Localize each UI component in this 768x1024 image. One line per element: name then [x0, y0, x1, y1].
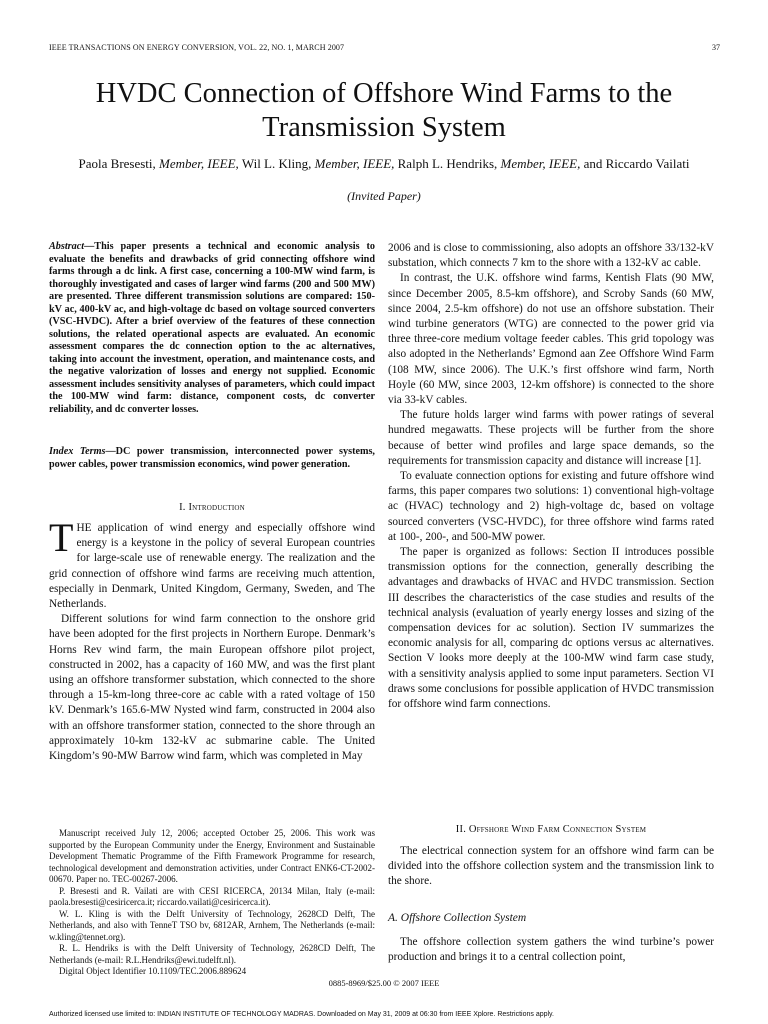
authorized-use-notice: Authorized licensed use limited to: INDIAN INSTITUTE OF TECHNOLOGY MADRAS. Downloaded on May 31, 2009 at 06:30 from IEEE Xplore. Restrictions apply. [49, 1011, 554, 1018]
author-list [40, 156, 728, 172]
subsection-body [388, 935, 714, 965]
section-heading: I. Introduction [179, 502, 245, 513]
footnote-paragraph: R. L. Hendriks is with the Delft University of Technology, 2628CD Delft, The Netherlands (e-mail: R.L.Hendriks@ewi.tudelft.nl). [49, 943, 375, 965]
author-affiliation: Member, IEEE, [311, 156, 395, 171]
paragraph: To evaluate connection options for existing and future offshore wind farms, this paper compares two solutions: 1) conventional high-voltage ac (HVAC) technology and 2) high-voltage dc, based on voltage sourced converters (VSC-HVDC), for three offshore wind farms rated at 100-, 200-, and 500-MW power. [388, 470, 714, 543]
paragraph-text: HE application of wind energy and especially offshore wind energy is a keystone in the policy of several European countries for large-scale use of renewable energy. The realization and the grid connection of offshore wind farms are receiving much attention, especially in Denmark, United Kingdom, Germany, Sweden, and The Netherlands. [49, 522, 375, 611]
paper-title: HVDC Connection of Offshore Wind Farms to the Transmission System [95, 78, 673, 143]
abstract-lead: Abstract [49, 241, 85, 252]
index-terms-text: —DC power transmission, interconnected power systems, power cables, power transmission economics, wind power generation. [49, 446, 375, 470]
abstract-text: —This paper presents a technical and economic analysis to evaluate the benefits and drawbacks of grid connecting offshore wind farms through a dc link. A first case, concerning a 100-MW wind farm, is thoroughly investigated and cases of larger wind farms (200 and 500 MW) are presented. Three different transmission solutions are compared: 150-kV ac, 400-kV ac, and high-voltage dc based on voltage sourced converters (VSC-HVDC). After a brief overview of the features of these connection solutions, the related operational aspects are evaluated. An economic assessment compares the dc connection option to the ac alternatives, taking into account the investment, operation, and maintenance costs, and the negative valorization of losses and energy not supplied. Economic assessment includes sensitivity analyses of parameters, which could impact the 100-MW wind farm: distance, component costs, dc converter reliability, and dc converter losses. [49, 241, 375, 415]
index-terms [49, 446, 375, 471]
section-intro-body [49, 515, 375, 764]
paragraph: The future holds larger wind farms with power ratings of several hundred megawatts. These projects will be further from the shore because of better wind profiles and large space demands, so the requirements for transmission capacity and distance will increase [1]. [388, 409, 714, 467]
running-header-journal: IEEE TRANSACTIONS ON ENERGY CONVERSION, VOL. 22, NO. 1, MARCH 2007 [49, 43, 345, 52]
paragraph: The offshore collection system gathers the wind turbine’s power production and brings it to a central collection point, [388, 936, 714, 964]
invited-paper-note: (Invited Paper) [347, 189, 421, 203]
drop-cap: T [49, 515, 74, 560]
author-affiliation: Member, IEEE, [497, 156, 581, 171]
right-column-body [388, 241, 714, 712]
author-name: and Riccardo Vailati [580, 156, 690, 171]
paragraph: Different solutions for wind farm connection to the onshore grid have been adopted for the first projects in Northern Europe. Denmark’s Horns Rev wind farm, the main European offshore pilot project, constructed in 2002, has a capacity of 160 MW, and was the first plant using an offshore transformer substation, which connected to the shore through a 15-km-long three-core ac cable with a rated voltage of 150 kV. Denmark’s 165.6-MW Nysted wind farm, constructed in 2004 also with an offshore transformer station, connected to the shore through an approximately 10-km 132-kV ac submarine cable. The United Kingdom’s 90-MW Barrow wind farm, which was completed in May [49, 613, 375, 763]
paragraph: The electrical connection system for an offshore wind farm can be divided into the offshore collection system and the transmission link to the shore. [388, 845, 714, 888]
author-name: Paola Bresesti, [78, 156, 156, 171]
footnote-paragraph: Digital Object Identifier 10.1109/TEC.2006.889624 [59, 966, 247, 976]
paragraph: 2006 and is close to commissioning, also adopts an offshore 33/132-kV substation, which connects 7 km to the shore with a 132-kV ac cable. [388, 242, 714, 270]
paragraph: The paper is organized as follows: Section II introduces possible transmission options for the connection, generally describing the advantages and drawbacks of HVAC and HVDC transmission. Section III describes the characteristics of the case studies and results of the technical analysis (evaluation of yearly energy losses and sizing of the compensation devices for ac solution). Section IV summarizes the economic analysis for all, comparing dc options versus ac alternatives. Section V looks more deeply at the 100-MW wind farm case study, with a sensitivity analysis applied to some input parameters. Section VI draws some conclusions for possible application of HVDC transmission for offshore wind farm connections. [388, 546, 714, 711]
footnote-paragraph: Manuscript received July 12, 2006; accepted October 25, 2006. This work was supported by the European Community under the Energy, Environment and Sustainable Development Thematic Programme of the Fifth Framework Programme for research, technological development and demonstration activities, under Contract ENK6-CT-2002-00670. Paper no. TEC-00267-2006. [49, 828, 375, 884]
abstract [49, 241, 375, 416]
section-heading: II. Offshore Wind Farm Connection System [455, 824, 647, 835]
author-affiliation: Member, IEEE, [155, 156, 239, 171]
paragraph: In contrast, the U.K. offshore wind farms, Kentish Flats (90 MW, since December 2005, 8.5-km offshore), and Scroby Sands (60 MW, since 2004, 2.5-km offshore) do not use an offshore substation. Their wind turbine generators (WTG) are connected to the power grid via three three-core medium voltage feeder cables. This grid topology was also adopted in the Netherlands’ Egmond aan Zee Offshore Wind Farm (108 MW, since 2006). The U.K.’s first offshore wind farm, North Hoyle (60 MW, since 2003, 12-km offshore) is connected to the shore via 33-kV cables. [388, 272, 714, 407]
subsection-heading: A. Offshore Collection System [388, 912, 527, 924]
index-terms-lead: Index Terms [49, 446, 106, 457]
footnote-paragraph: P. Bresesti and R. Vailati are with CESI RICERCA, 20134 Milan, Italy (e-mail: paola.bresesti@cesiricerca.it; riccardo.vailati@cesiricerca.it). [49, 885, 375, 907]
author-name: Ralph L. Hendriks, [394, 156, 498, 171]
footnote-paragraph: W. L. Kling is with the Delft University of Technology, 2628CD Delft, The Netherlands, and also with TenneT TSO bv, 6812AR, Arnhem, The Netherlands (e-mail: w.kling@tennet.org). [49, 908, 375, 942]
page-number: 37 [712, 43, 720, 52]
first-page-footnote [49, 828, 375, 978]
author-name: Wil L. Kling, [238, 156, 312, 171]
issn-copyright: 0885-8969/$25.00 © 2007 IEEE [328, 978, 440, 988]
section-2-body [388, 844, 714, 890]
paragraph [49, 515, 375, 612]
